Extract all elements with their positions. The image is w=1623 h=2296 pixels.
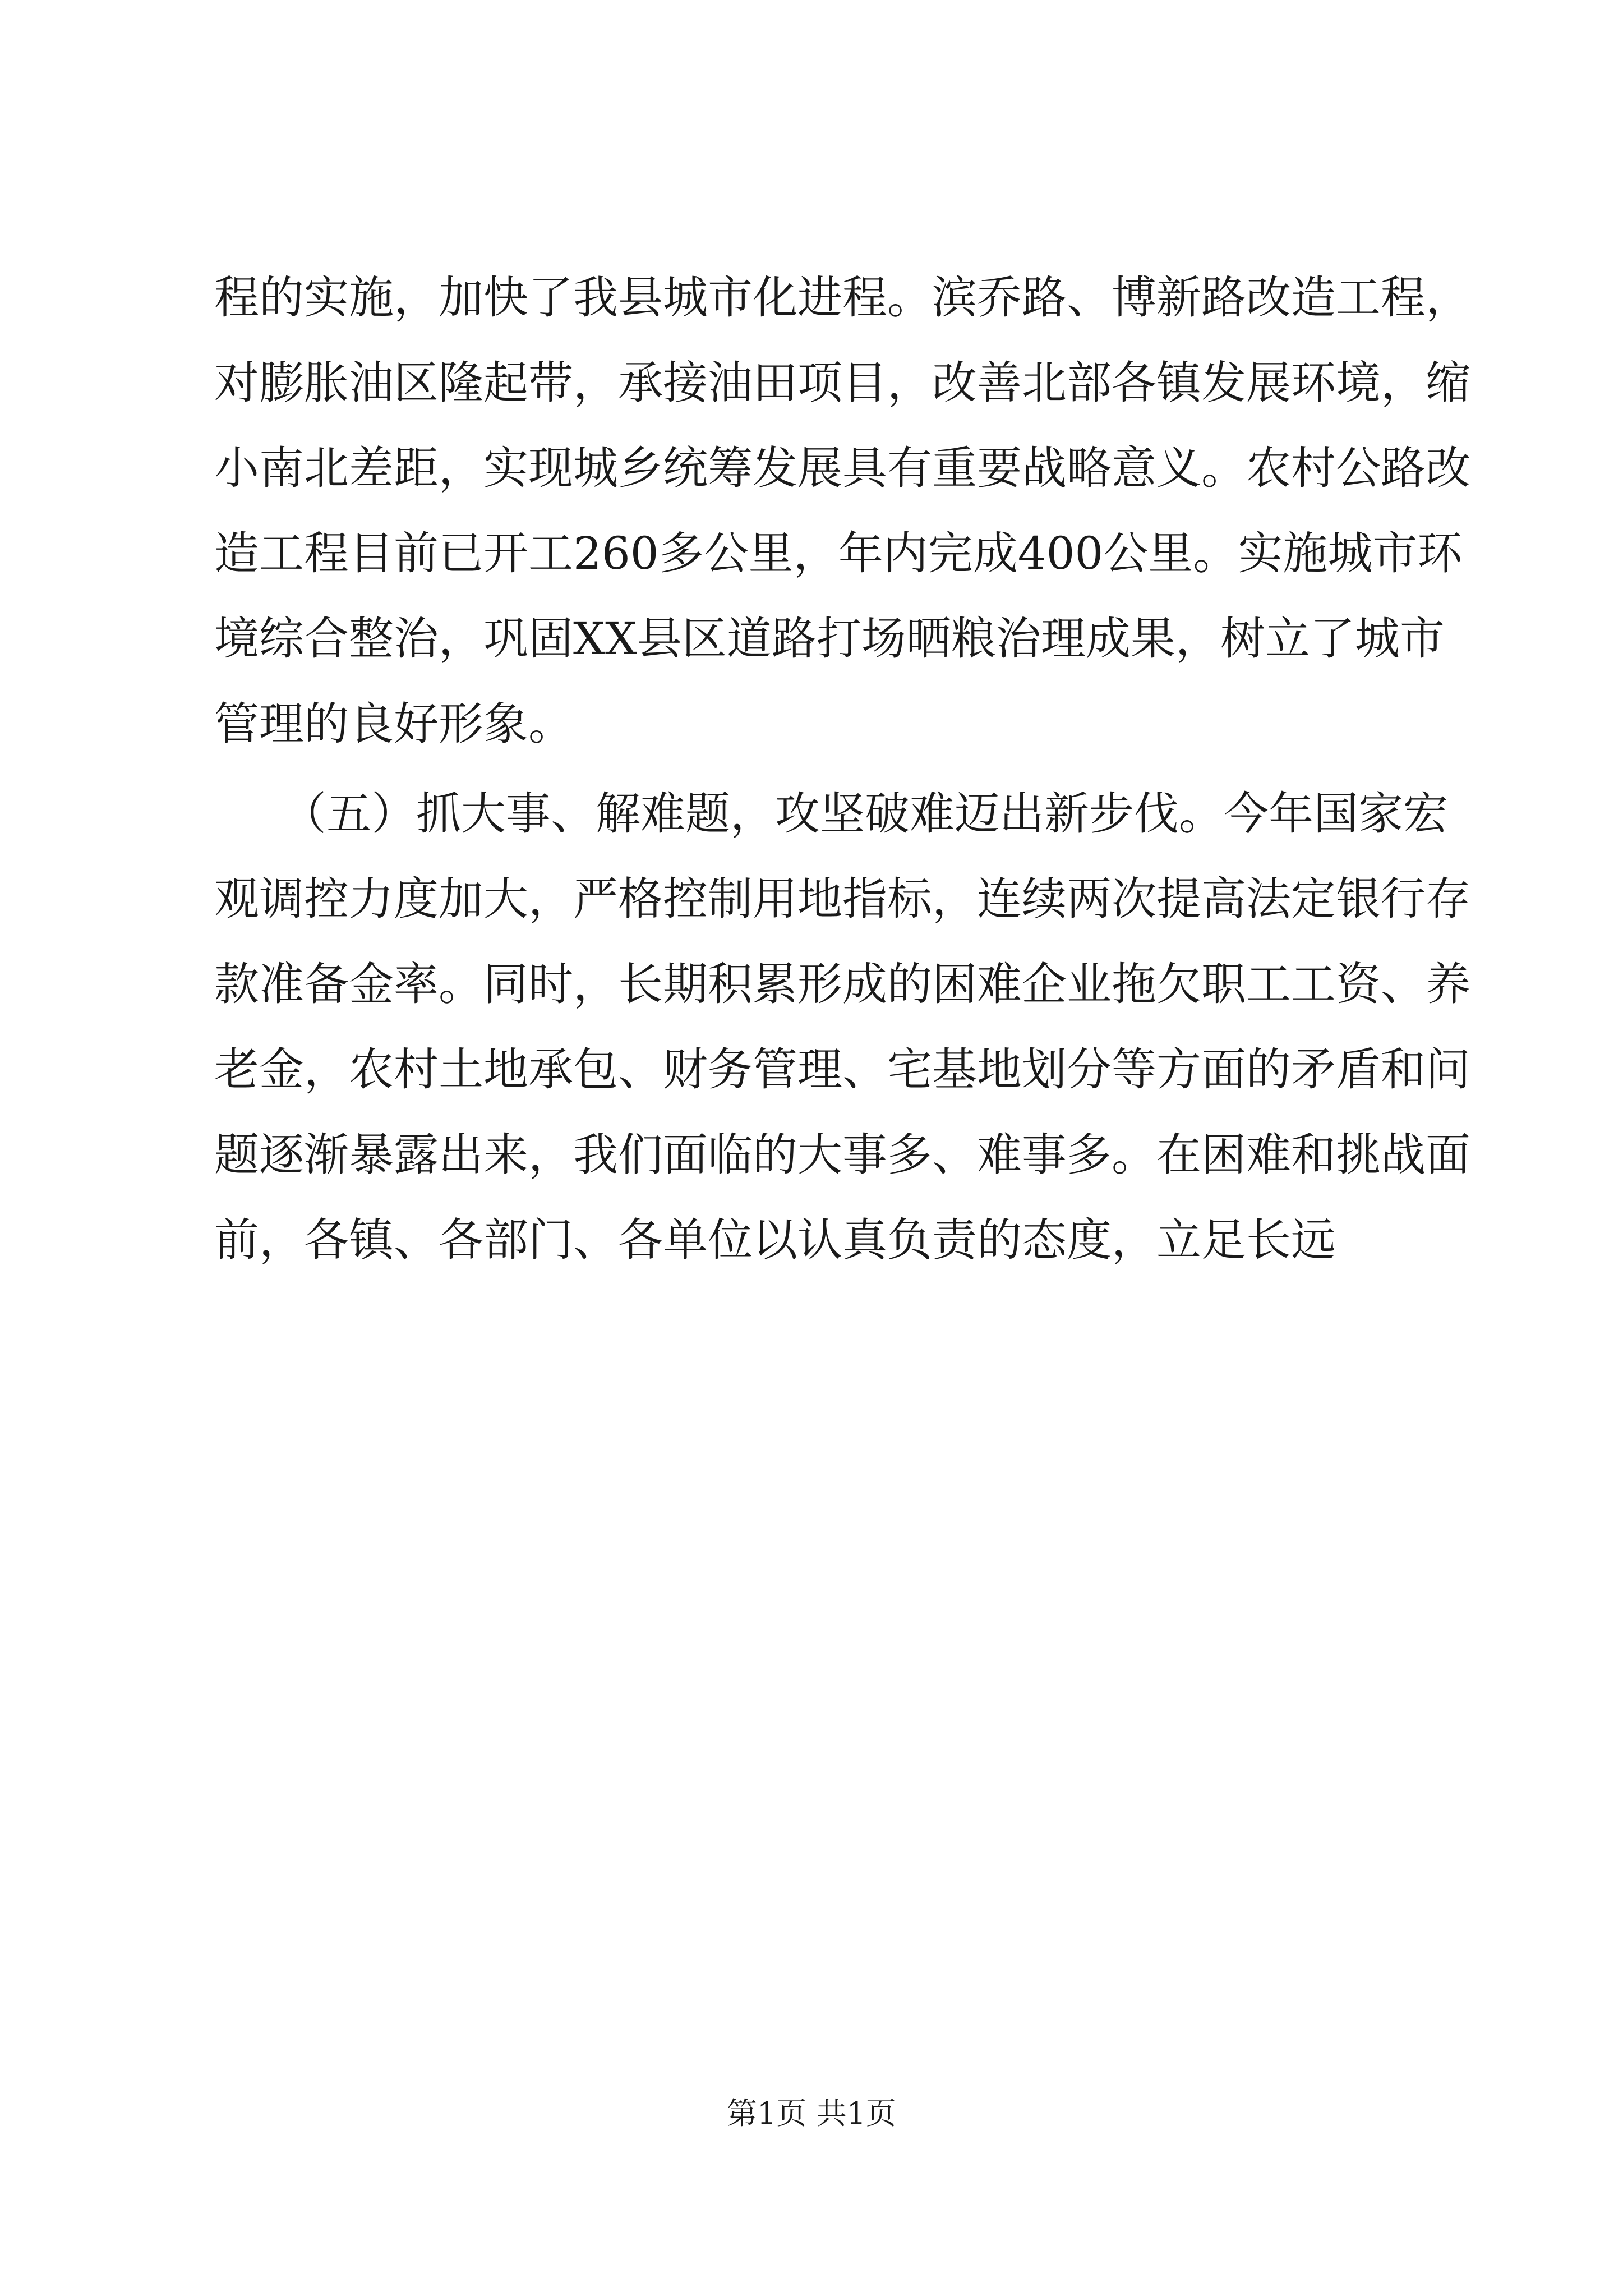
- text-line: 对膨胀油区隆起带，承接油田项目，改善北部各镇发展环境，缩: [214, 357, 1470, 409]
- text-line: 管理的良好形象。: [214, 698, 573, 750]
- paragraph-2: [214, 771, 1470, 1283]
- text-line: 小南北差距，实现城乡统筹发展具有重要战略意义。农村公路改: [214, 442, 1470, 494]
- document-body: [214, 255, 1470, 1283]
- paragraph-gap: [214, 767, 1437, 771]
- paragraph-1: [214, 255, 1470, 767]
- text-line: 观调控力度加大，严格控制用地指标，连续两次提高法定银行存: [214, 873, 1470, 925]
- text-line: 境综合整治，巩固XX县区道路打场晒粮治理成果，树立了城市: [214, 613, 1445, 665]
- text-line: （五）抓大事、解难题，攻坚破难迈出新步伐。今年国家宏: [214, 788, 1448, 840]
- text-line: 题逐渐暴露出来，我们面临的大事多、难事多。在困难和挑战面: [214, 1129, 1470, 1181]
- text-line: 前，各镇、各部门、各单位以认真负责的态度，立足长远: [214, 1214, 1336, 1266]
- text-line: 款准备金率。同时，长期积累形成的困难企业拖欠职工工资、养: [214, 958, 1470, 1010]
- text-line: 造工程目前已开工260多公里，年内完成400公里。实施城市环: [214, 527, 1463, 579]
- text-line: 程的实施，加快了我县城市化进程。滨乔路、博新路改造工程，: [214, 272, 1470, 324]
- page-number-footer: 第1页 共1页: [727, 2096, 896, 2131]
- text-line: 老金，农村土地承包、财务管理、宅基地划分等方面的矛盾和问: [214, 1043, 1470, 1096]
